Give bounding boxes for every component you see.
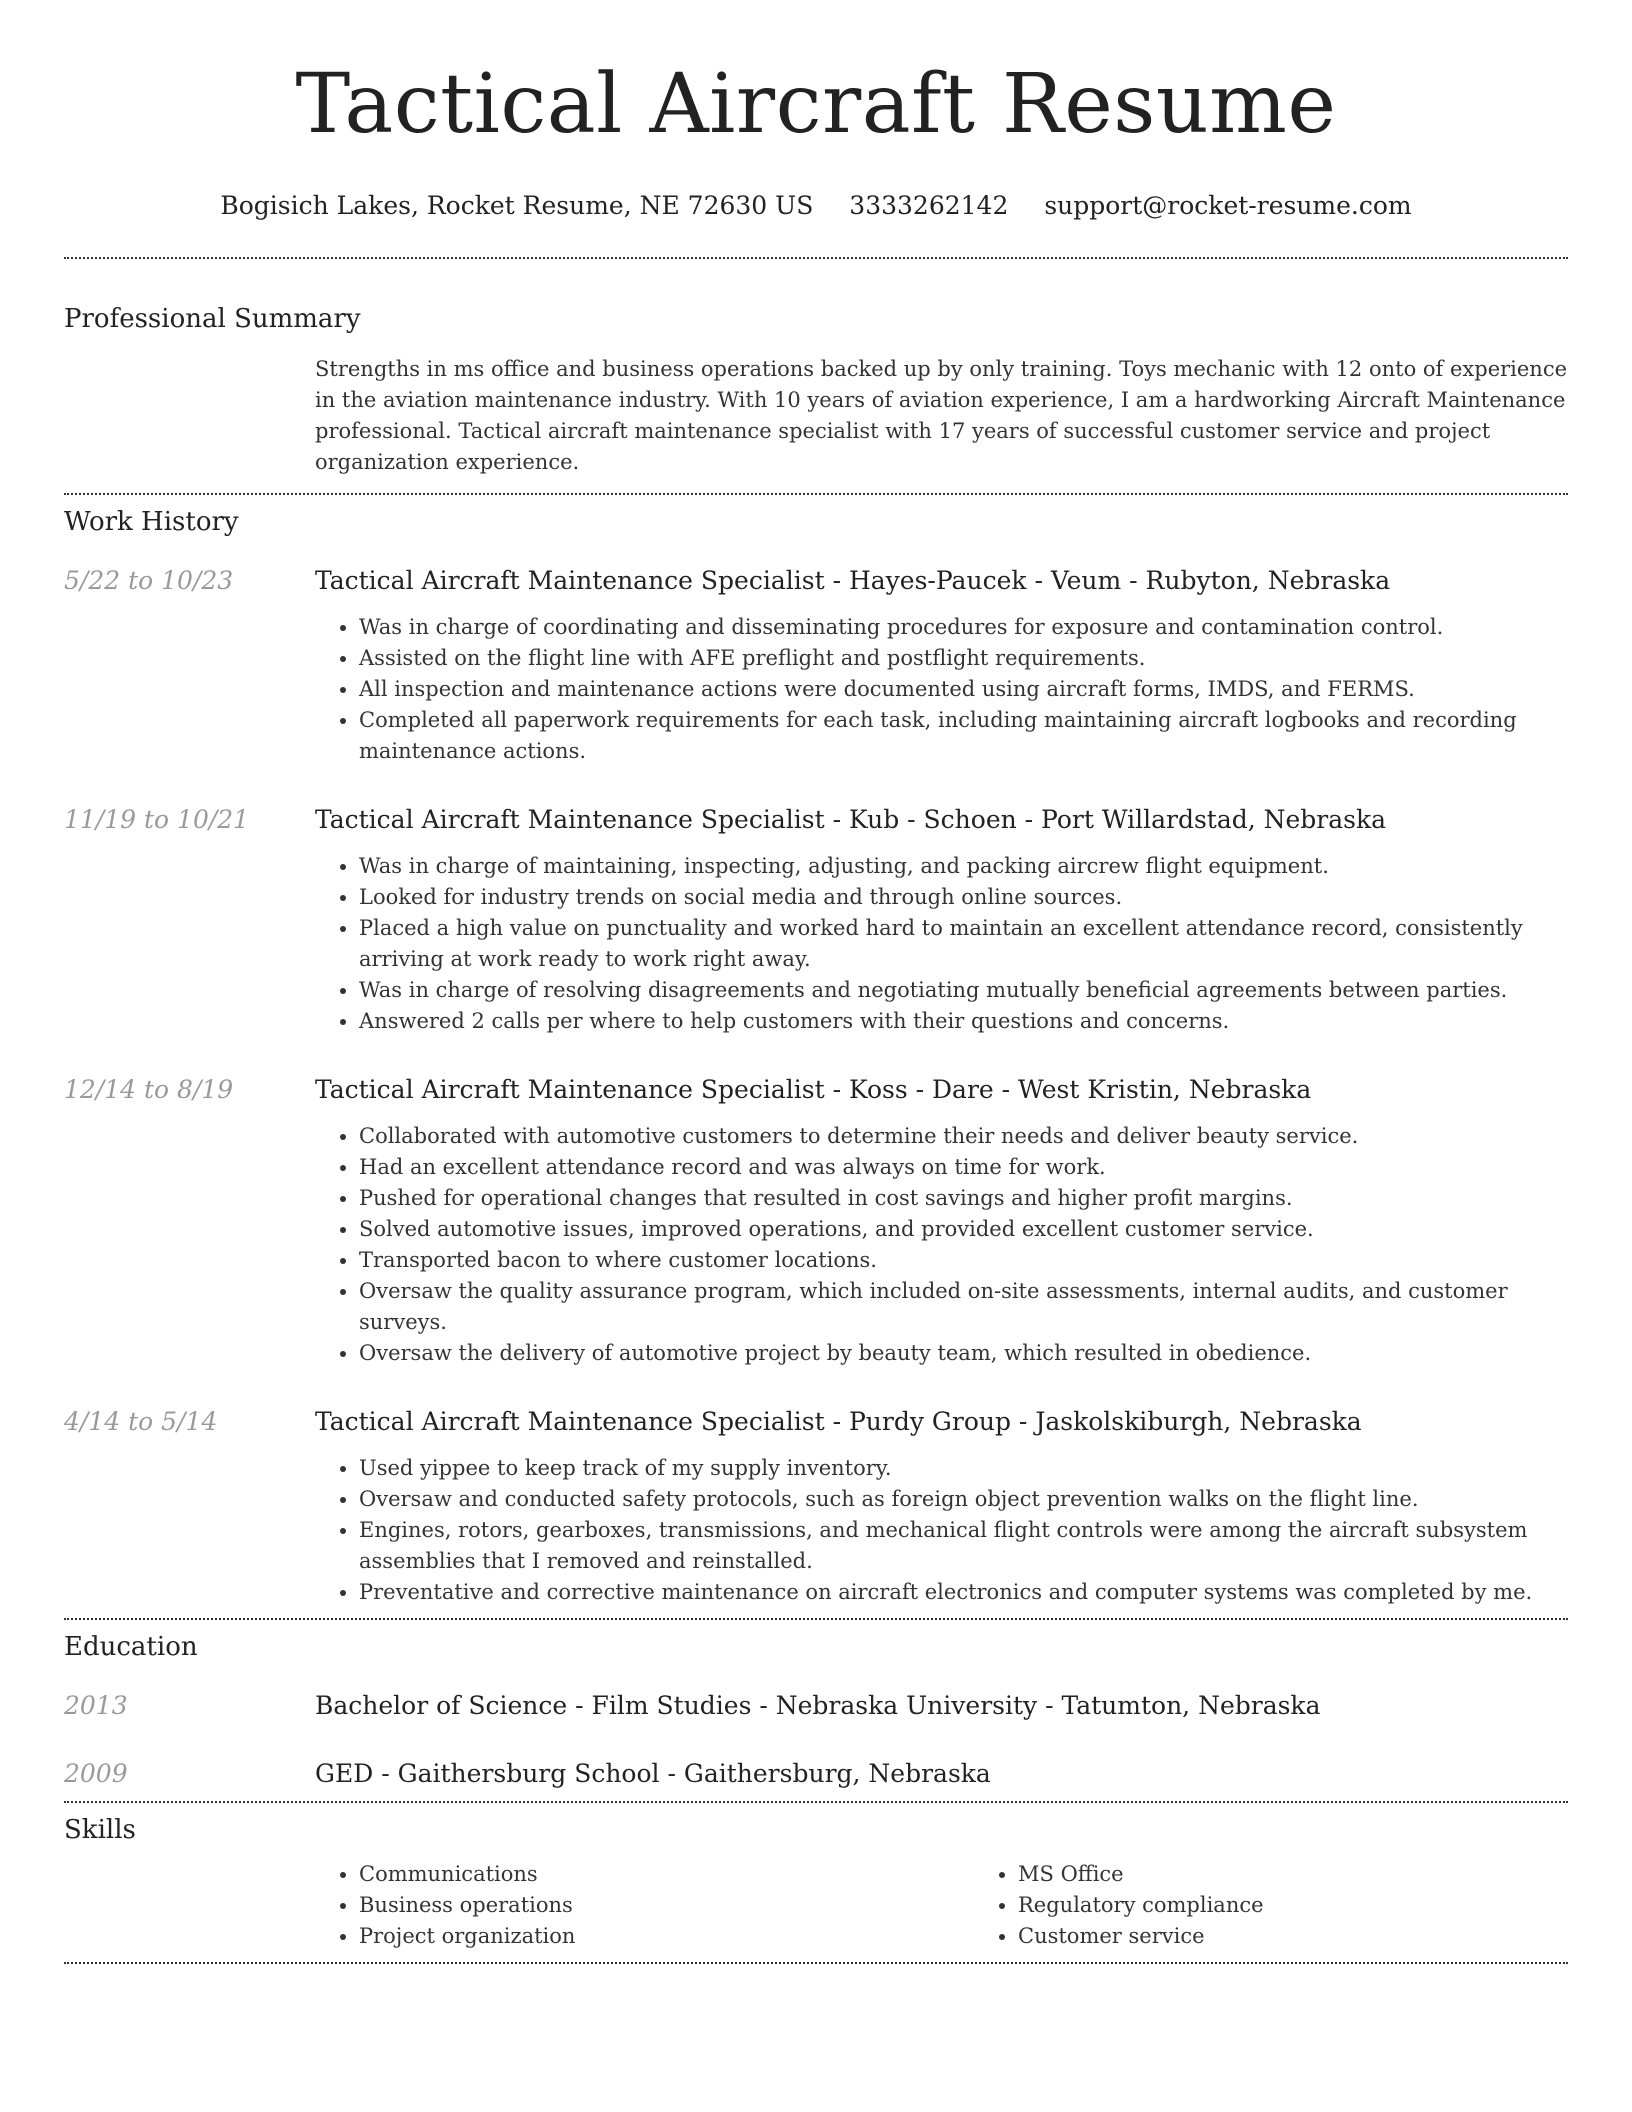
skill-item: • Business operations <box>359 1890 974 1921</box>
list-item: • Was in charge of resolving disagreements and negotiating mutually beneficial agreements between parties. <box>359 975 1568 1006</box>
summary-section <box>64 259 1568 493</box>
list-item: • Oversaw the quality assurance program, which included on-site assessments, internal audits, and customer surveys. <box>359 1276 1568 1338</box>
list-item: • Was in charge of maintaining, inspecting, adjusting, and packing aircrew flight equipment. <box>359 851 1568 882</box>
job-dates: 4/14 to 5/14 <box>64 1407 218 1436</box>
education-entry <box>64 1689 1568 1723</box>
list-item: • Oversaw the delivery of automotive project by beauty team, which resulted in obedience. <box>359 1338 1568 1369</box>
resume-name: Tactical Aircraft Resume <box>295 57 1337 152</box>
education-title: Education <box>64 1632 198 1662</box>
skill-item: • MS Office <box>1018 1859 1632 1890</box>
skill-item: • Project organization <box>359 1921 974 1952</box>
skill-item: • Regulatory compliance <box>1018 1890 1632 1921</box>
summary-text: Strengths in ms office and business operations backed up by only training. Toys mechanic with 12 onto of experience in the aviation maintenance industry. With 10 years of aviation experience, I am a hardworking Aircraft Maintenance professional. Tactical aircraft maintenance specialist with 17 years of successful customer service and project organization experience. <box>315 357 1568 474</box>
job-heading: Tactical Aircraft Maintenance Specialist - Purdy Group - Jaskolskiburgh, Nebraska <box>315 1407 1362 1436</box>
education-year: 2013 <box>64 1691 128 1720</box>
education-heading: Bachelor of Science - Film Studies - Nebraska University - Tatumton, Nebraska <box>315 1691 1321 1720</box>
list-item: • Assisted on the flight line with AFE preflight and postflight requirements. <box>359 643 1568 674</box>
job-entry <box>64 803 1568 1037</box>
job-dates: 12/14 to 8/19 <box>64 1075 234 1104</box>
list-item: • All inspection and maintenance actions were documented using aircraft forms, IMDS, and FERMS. <box>359 674 1568 705</box>
job-entry <box>64 564 1568 767</box>
job-bullets <box>315 1453 1568 1608</box>
skill-item: • Communications <box>359 1859 974 1890</box>
job-bullets <box>315 612 1568 767</box>
list-item: • Oversaw and conducted safety protocols, such as foreign object prevention walks on the flight line. <box>359 1484 1568 1515</box>
skill-item: • Customer service <box>1018 1921 1632 1952</box>
job-bullets <box>315 851 1568 1037</box>
list-item: • Used yippee to keep track of my supply inventory. <box>359 1453 1568 1484</box>
list-item: • Was in charge of coordinating and disseminating procedures for exposure and contamination control. <box>359 612 1568 643</box>
contact-address: Bogisich Lakes, Rocket Resume, NE 72630 US <box>220 191 814 220</box>
education-section <box>64 1620 1568 1801</box>
job-entry <box>64 1405 1568 1608</box>
job-dates: 11/19 to 10/21 <box>64 805 250 834</box>
list-item: • Completed all paperwork requirements for each task, including maintaining aircraft logbooks and recording maintenance actions. <box>359 705 1568 767</box>
job-heading: Tactical Aircraft Maintenance Specialist - Kub - Schoen - Port Willardstad, Nebraska <box>315 805 1387 834</box>
skills-list-left <box>315 1859 974 1952</box>
job-dates: 5/22 to 10/23 <box>64 566 234 595</box>
list-item: • Engines, rotors, gearboxes, transmissions, and mechanical flight controls were among the aircraft subsystem assemblies that I removed and reinstalled. <box>359 1515 1568 1577</box>
education-heading: GED - Gaithersburg School - Gaithersburg, Nebraska <box>315 1759 991 1788</box>
list-item: • Placed a high value on punctuality and worked hard to maintain an excellent attendance record, consistently arriving at work ready to work right away. <box>359 913 1568 975</box>
skills-section <box>64 1803 1568 1962</box>
contact-line <box>64 189 1568 223</box>
skills-title: Skills <box>64 1815 136 1845</box>
list-item: • Transported bacon to where customer locations. <box>359 1245 1568 1276</box>
summary-title: Professional Summary <box>64 304 361 334</box>
divider <box>64 1962 1568 1964</box>
skills-list-right <box>974 1859 1632 1952</box>
contact-phone: 3333262142 <box>849 191 1009 220</box>
work-history-section <box>64 495 1568 1618</box>
job-bullets <box>315 1121 1568 1369</box>
job-entry <box>64 1073 1568 1369</box>
education-year: 2009 <box>64 1759 128 1788</box>
work-history-title: Work History <box>64 507 239 537</box>
list-item: • Preventative and corrective maintenance on aircraft electronics and computer systems was completed by me. <box>359 1577 1568 1608</box>
job-heading: Tactical Aircraft Maintenance Specialist - Koss - Dare - West Kristin, Nebraska <box>315 1075 1312 1104</box>
contact-email: support@rocket-resume.com <box>1044 191 1412 220</box>
list-item: • Answered 2 calls per where to help customers with their questions and concerns. <box>359 1006 1568 1037</box>
list-item: • Solved automotive issues, improved operations, and provided excellent customer service. <box>359 1214 1568 1245</box>
job-heading: Tactical Aircraft Maintenance Specialist - Hayes-Paucek - Veum - Rubyton, Nebraska <box>315 566 1391 595</box>
list-item: • Collaborated with automotive customers to determine their needs and deliver beauty service. <box>359 1121 1568 1152</box>
education-entry <box>64 1757 1568 1791</box>
list-item: • Had an excellent attendance record and was always on time for work. <box>359 1152 1568 1183</box>
list-item: • Pushed for operational changes that resulted in cost savings and higher profit margins. <box>359 1183 1568 1214</box>
list-item: • Looked for industry trends on social media and through online sources. <box>359 882 1568 913</box>
